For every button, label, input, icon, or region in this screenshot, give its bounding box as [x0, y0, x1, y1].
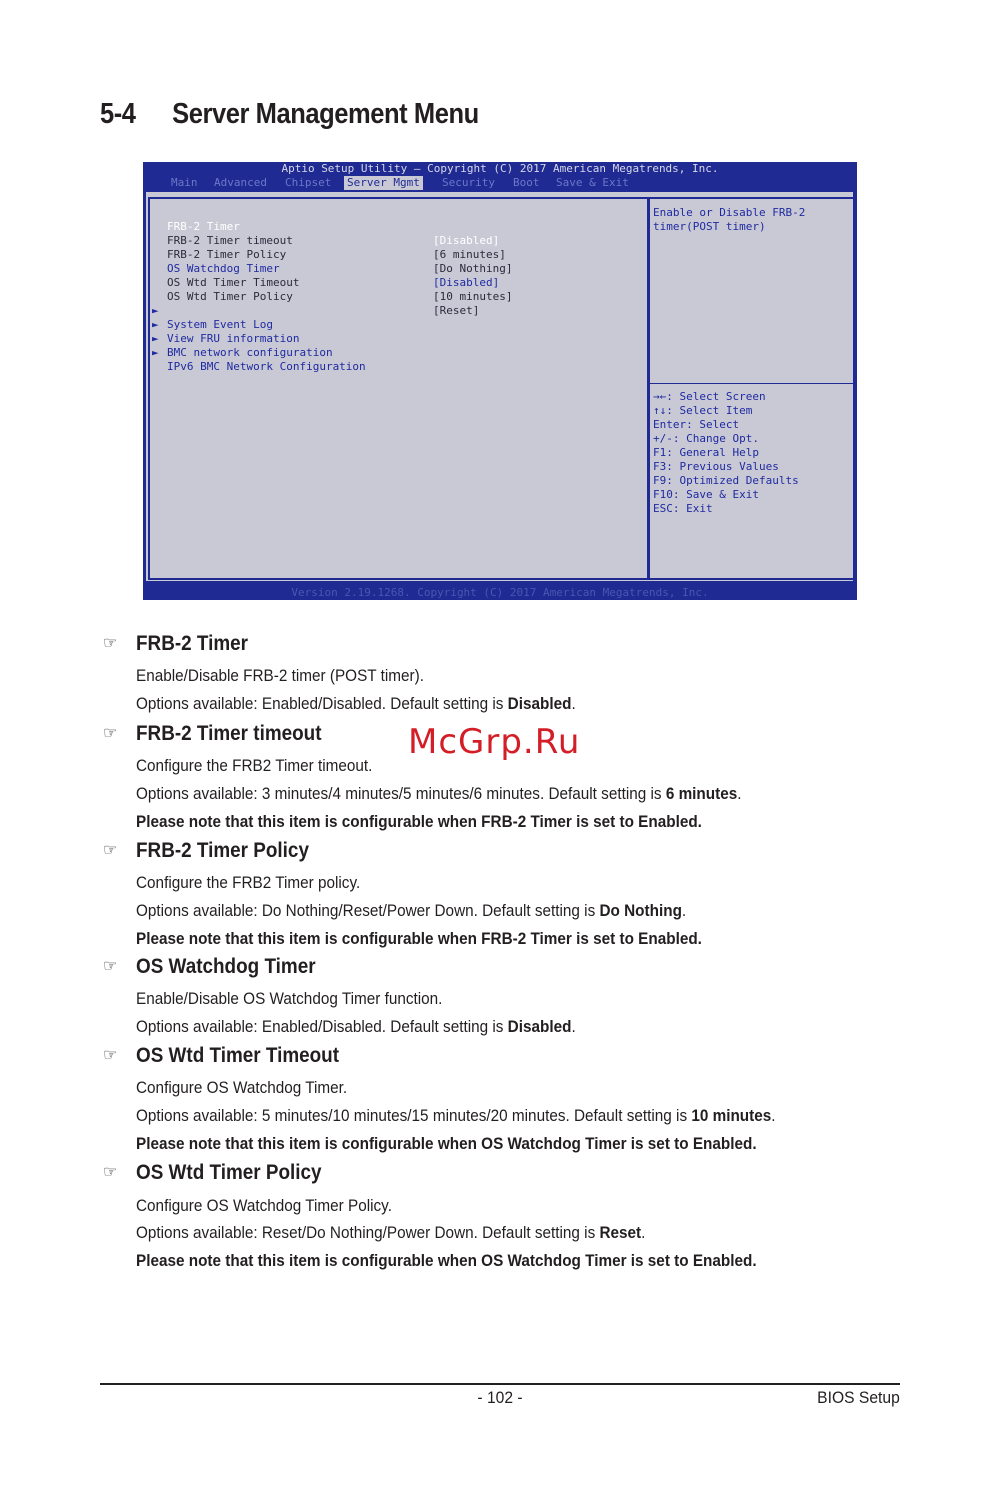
item-heading-text: OS Wtd Timer Policy: [136, 1161, 322, 1184]
bios-footer: Version 2.19.1268. Copyright (C) 2017 American Megatrends, Inc.: [291, 586, 709, 599]
pointing-hand-icon: ☞: [103, 842, 118, 859]
submenu-arrow-icon: ►: [152, 332, 159, 345]
bios-screenshot: [143, 162, 857, 600]
bios-tab-advanced[interactable]: Advanced: [214, 176, 267, 189]
bios-row-label: OS Wtd Timer Policy: [167, 290, 293, 303]
bios-tab-security[interactable]: Security: [442, 176, 495, 189]
item-options: [136, 693, 576, 715]
bios-row-value: [6 minutes]: [433, 248, 506, 261]
default-value: 10 minutes: [691, 1106, 772, 1125]
options-text: Options available: 3 minutes/4 minutes/5 minutes/6 minutes. Default setting is: [136, 784, 666, 803]
default-value: Reset: [599, 1223, 642, 1242]
options-suffix: .: [771, 1106, 776, 1125]
options-text: Options available: Enabled/Disabled. Default setting is: [136, 694, 508, 713]
bios-title-bar: Aptio Setup Utility – Copyright (C) 2017 American Megatrends, Inc.: [281, 162, 719, 175]
bios-row-label: OS Watchdog Timer: [167, 262, 280, 275]
bios-tab-bar: [143, 176, 857, 190]
section-title-text: Server Management Menu: [172, 98, 479, 130]
bios-tab-chipset[interactable]: Chipset: [285, 176, 332, 189]
default-value: Disabled: [507, 694, 572, 713]
bios-row-label: FRB-2 Timer Policy: [167, 248, 287, 261]
options-suffix: .: [571, 1017, 576, 1036]
item-options: [136, 1016, 576, 1038]
item-options: [136, 783, 742, 805]
options-text: Options available: Reset/Do Nothing/Power Down. Default setting is: [136, 1223, 600, 1242]
bios-key-hint: ESC: Exit: [653, 502, 713, 515]
options-text: Options available: Do Nothing/Reset/Power Down. Default setting is: [136, 901, 600, 920]
bios-key-hint: F1: General Help: [653, 446, 759, 459]
bios-key-hint: Enter: Select: [653, 418, 740, 431]
item-options: [136, 1105, 776, 1127]
item-heading-text: FRB-2 Timer Policy: [136, 839, 309, 862]
item-heading-text: OS Watchdog Timer: [136, 955, 316, 978]
submenu-arrow-icon: ►: [152, 318, 159, 331]
footer-section-label: BIOS Setup: [817, 1388, 900, 1407]
bios-row-label: FRB-2 Timer timeout: [167, 234, 293, 247]
options-suffix: .: [571, 694, 576, 713]
bios-row-value: [Disabled]: [433, 276, 500, 289]
bios-key-hint: →←: Select Screen: [653, 390, 766, 403]
item-note: Please note that this item is configurable when FRB-2 Timer is set to Enabled.: [136, 929, 702, 948]
bios-key-hint: F10: Save & Exit: [653, 488, 759, 501]
options-suffix: .: [737, 784, 742, 803]
bios-submenu-label: BMC network configuration: [167, 346, 333, 359]
submenu-arrow-icon: ►: [152, 346, 159, 359]
pointing-hand-icon: ☞: [103, 1047, 118, 1064]
item-description: Enable/Disable OS Watchdog Timer function.: [136, 989, 443, 1008]
bios-tab-server-mgmt[interactable]: Server Mgmt: [344, 176, 423, 190]
bios-row-value: [10 minutes]: [433, 290, 513, 303]
item-heading-text: OS Wtd Timer Timeout: [136, 1044, 340, 1067]
section-number: 5-4: [100, 98, 136, 130]
pointing-hand-icon: ☞: [103, 635, 118, 652]
bios-submenu-label: View FRU information: [167, 332, 300, 345]
pointing-hand-icon: ☞: [103, 958, 118, 975]
item-options: [136, 900, 686, 922]
item-note: Please note that this item is configurable when FRB-2 Timer is set to Enabled.: [136, 812, 702, 831]
bios-row-value: [Reset]: [433, 304, 480, 317]
pointing-hand-icon: ☞: [103, 1164, 118, 1181]
item-description: Configure OS Watchdog Timer.: [136, 1078, 348, 1097]
bios-key-hint: F9: Optimized Defaults: [653, 474, 799, 487]
bios-body: [146, 192, 853, 581]
pointing-hand-icon: ☞: [103, 725, 118, 742]
item-description: Configure OS Watchdog Timer Policy.: [136, 1196, 392, 1215]
options-suffix: .: [681, 901, 687, 920]
bios-tab-save-exit[interactable]: Save & Exit: [556, 176, 629, 189]
bios-help-text: timer(POST timer): [653, 220, 766, 233]
page-number: - 102 -: [477, 1388, 523, 1407]
bios-key-hint: ↑↓: Select Item: [653, 404, 753, 417]
bios-help-panel: [648, 197, 855, 580]
item-heading-text: FRB-2 Timer timeout: [136, 722, 322, 745]
footer-divider: [100, 1383, 900, 1385]
bios-row-label: OS Wtd Timer Timeout: [167, 276, 300, 289]
bios-settings-panel: [148, 197, 649, 580]
bios-help-divider: [650, 383, 853, 384]
watermark: McGrp.Ru: [408, 722, 581, 762]
item-description: Configure the FRB2 Timer policy.: [136, 873, 361, 892]
item-options: [136, 1222, 645, 1244]
options-suffix: .: [641, 1223, 646, 1242]
bios-key-hint: +/-: Change Opt.: [653, 432, 759, 445]
bios-submenu-label: IPv6 BMC Network Configuration: [167, 360, 366, 373]
item-note: Please note that this item is configurable when OS Watchdog Timer is set to Enabled.: [136, 1251, 757, 1270]
options-text: Options available: 5 minutes/10 minutes/15 minutes/20 minutes. Default setting is: [136, 1106, 692, 1125]
bios-row-value: [Disabled]: [433, 234, 500, 247]
item-heading-text: FRB-2 Timer: [136, 632, 249, 655]
default-value: Disabled: [507, 1017, 572, 1036]
section-title: [100, 98, 479, 131]
bios-tab-boot[interactable]: Boot: [513, 176, 540, 189]
default-value: Do Nothing: [599, 901, 682, 920]
bios-row-value: [Do Nothing]: [433, 262, 513, 275]
submenu-arrow-icon: ►: [152, 304, 159, 317]
bios-submenu-label: System Event Log: [167, 318, 273, 331]
item-note: Please note that this item is configurable when OS Watchdog Timer is set to Enabled.: [136, 1134, 757, 1153]
bios-row-label: FRB-2 Timer: [167, 220, 240, 233]
bios-key-hint: F3: Previous Values: [653, 460, 779, 473]
item-description: Enable/Disable FRB-2 timer (POST timer).: [136, 666, 424, 685]
bios-help-text: Enable or Disable FRB-2: [653, 206, 806, 219]
options-text: Options available: Enabled/Disabled. Default setting is: [136, 1017, 508, 1036]
bios-tab-main[interactable]: Main: [171, 176, 198, 189]
item-description: Configure the FRB2 Timer timeout.: [136, 756, 373, 775]
default-value: 6 minutes: [665, 784, 738, 803]
